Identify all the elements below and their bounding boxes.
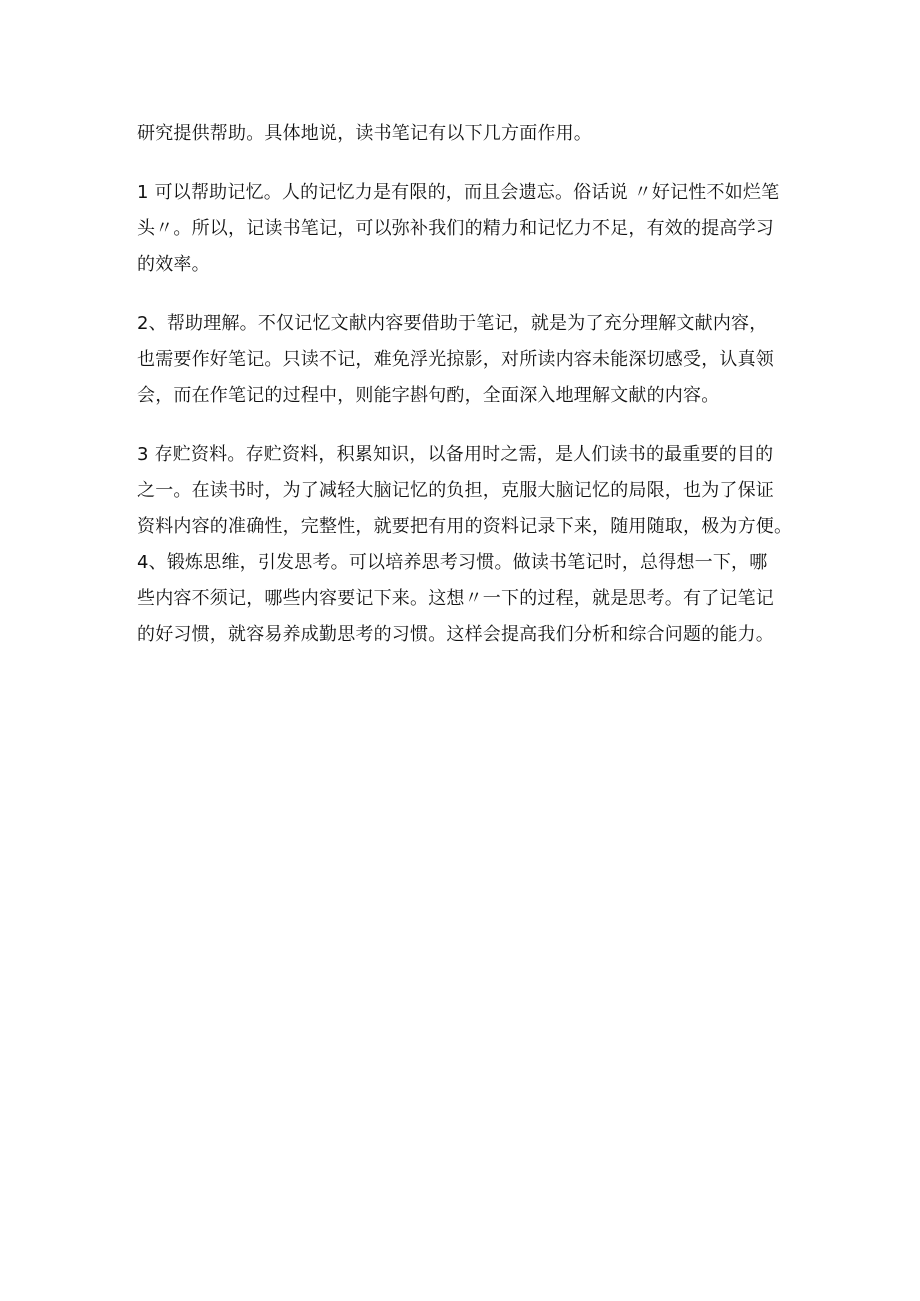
paragraph-line: 些内容不须记，哪些内容要记下来。这想〃一下的过程，就是思考。有了记笔记 <box>137 588 774 609</box>
paragraph-line: 3 存贮资料。存贮资料，积累知识，以备用时之需，是人们读书的最重要的目的 <box>137 444 774 465</box>
section-memory <box>137 175 797 283</box>
section-thinking <box>137 545 797 653</box>
paragraph-line: 资料内容的准确性，完整性，就要把有用的资料记录下来，随用随取，极为方便。 <box>137 516 793 537</box>
paragraph-line: 2、帮助理解。不仅记忆文献内容要借助于笔记，就是为了充分理解文献内容， <box>137 313 768 334</box>
paragraph-line: 头〃。所以，记读书笔记，可以弥补我们的精力和记忆力不足，有效的提高学习 <box>137 218 774 239</box>
paragraph-line: 的好习惯，就容易养成勤思考的习惯。这样会提高我们分析和综合问题的能力。 <box>137 624 774 645</box>
section-storage <box>137 437 797 545</box>
document-body <box>137 116 797 653</box>
paragraph-line: 的效率。 <box>137 254 210 275</box>
paragraph-line: 会，而在作笔记的过程中，则能字斟句酌，全面深入地理解文献的内容。 <box>137 385 720 406</box>
intro-line: 研究提供帮助。具体地说，读书笔记有以下几方面作用。 <box>137 123 592 144</box>
paragraph-line: 1 可以帮助记忆。人的记忆力是有限的，而且会遗忘。俗话说 〃好记性不如烂笔 <box>137 182 780 203</box>
paragraph-line: 4、锻炼思维，引发思考。可以培养思考习惯。做读书笔记时，总得想一下，哪 <box>137 552 768 573</box>
intro-paragraph <box>137 116 797 152</box>
paragraph-line: 也需要作好笔记。只读不记，难免浮光掠影，对所读内容未能深切感受，认真领 <box>137 349 774 370</box>
section-understanding <box>137 306 797 414</box>
paragraph-line: 之一。在读书时，为了减轻大脑记忆的负担，克服大脑记忆的局限，也为了保证 <box>137 480 774 501</box>
